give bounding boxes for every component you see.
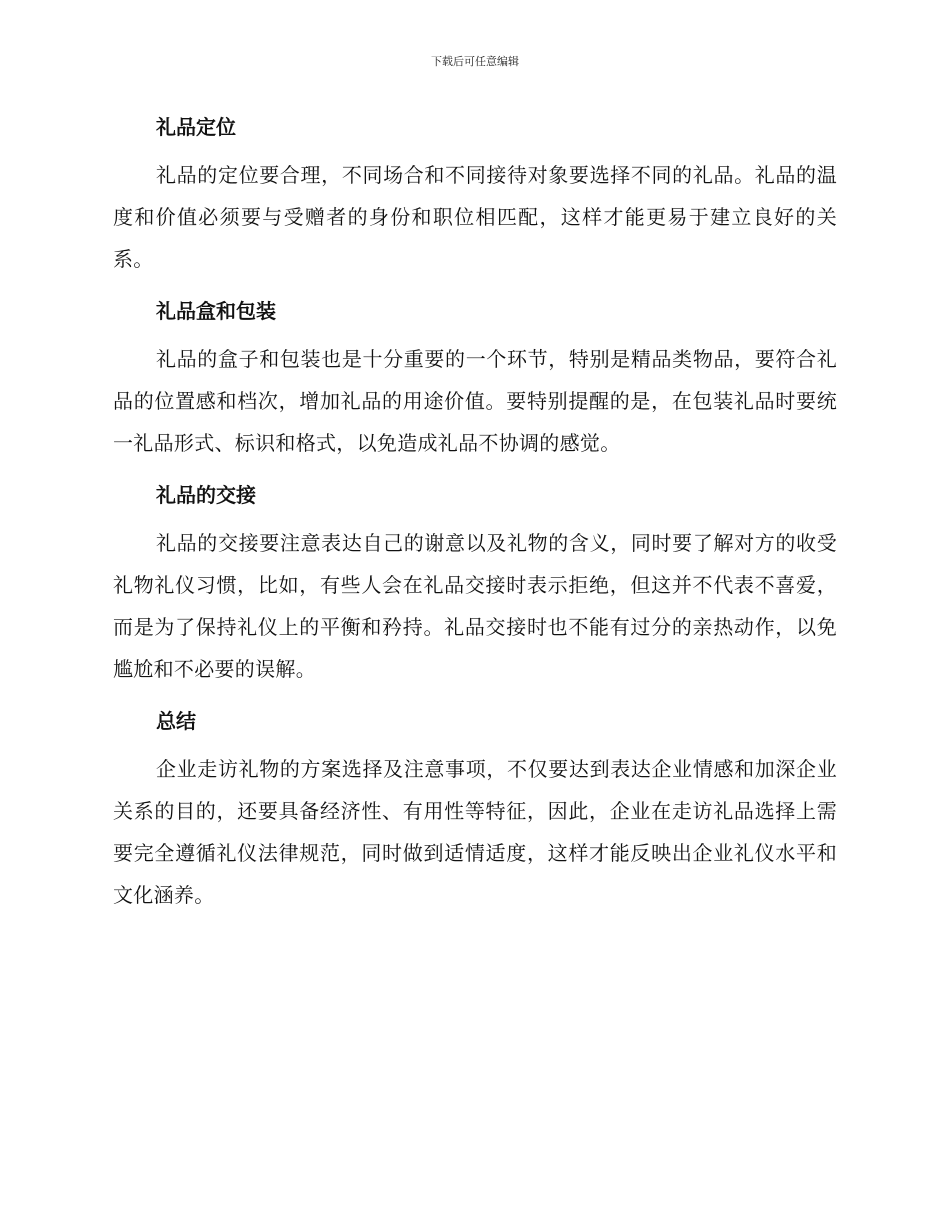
section-title-summary: 总结	[156, 709, 196, 733]
section-title-gift-positioning: 礼品定位	[156, 115, 236, 139]
document-body	[113, 106, 837, 926]
section-body-gift-box-packaging: 礼品的盒子和包装也是十分重要的一个环节，特别是精品类物品，要符合礼品的位置感和档次，增加礼品的用途价值。要特别提醒的是，在包装礼品时要统一礼品形式、标识和格式，以免造成礼品不协调的感觉。	[113, 347, 837, 455]
page-header: 下载后可任意编辑	[431, 55, 519, 68]
section-body-gift-positioning: 礼品的定位要合理，不同场合和不同接待对象要选择不同的礼品。礼品的温度和价值必须要与受赠者的身份和职位相匹配，这样才能更易于建立良好的关系。	[113, 163, 837, 271]
section-body-summary: 企业走访礼物的方案选择及注意事项，不仅要达到表达企业情感和加深企业关系的目的，还要具备经济性、有用性等特征，因此，企业在走访礼品选择上需要完全遵循礼仪法律规范，同时做到适情适度，这样才能反映出企业礼仪水平和文化涵养。	[113, 757, 837, 907]
section-title-gift-box-packaging: 礼品盒和包装	[156, 299, 276, 323]
section-body-gift-handover: 礼品的交接要注意表达自己的谢意以及礼物的含义，同时要了解对方的收受礼物礼仪习惯，比如，有些人会在礼品交接时表示拒绝，但这并不代表不喜爱，而是为了保持礼仪上的平衡和矜持。礼品交接时也不能有过分的亲热动作，以免尴尬和不必要的误解。	[113, 531, 837, 681]
section-title-gift-handover: 礼品的交接	[156, 483, 256, 507]
